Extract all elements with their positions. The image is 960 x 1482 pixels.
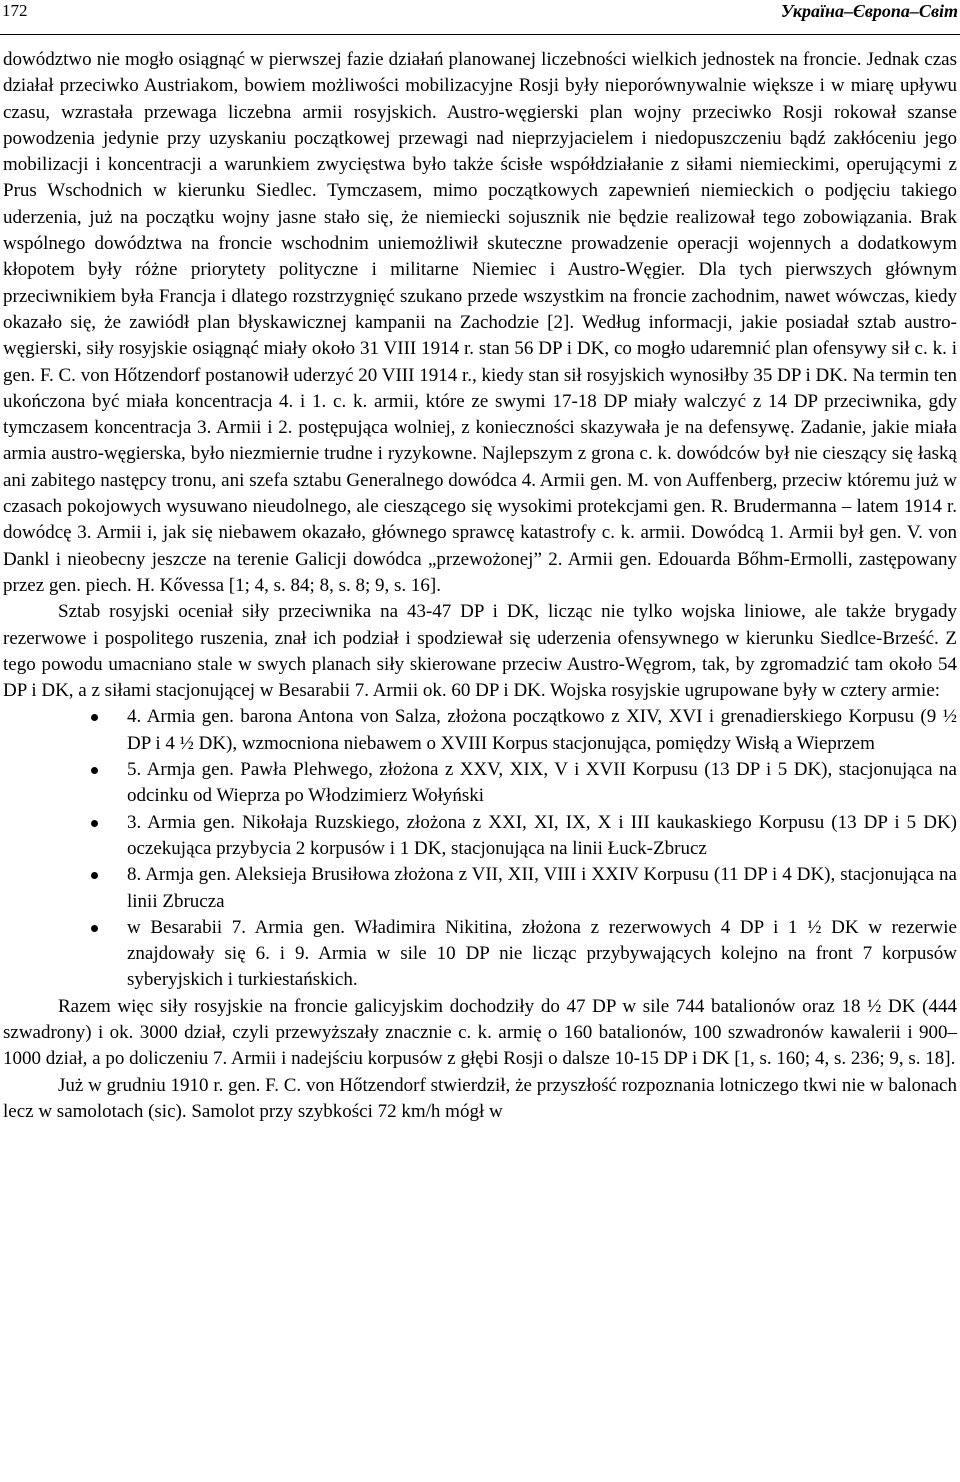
army-list bbox=[3, 704, 957, 993]
bullet-icon bbox=[91, 714, 98, 721]
bullet-icon bbox=[91, 820, 98, 827]
bullet-icon bbox=[91, 872, 98, 879]
list-item bbox=[127, 757, 957, 810]
bullet-icon bbox=[91, 767, 98, 774]
journal-title: Україна–Європа–Світ bbox=[780, 1, 958, 21]
article-body bbox=[3, 47, 957, 1125]
paragraph-4: Już w grudniu 1910 r. gen. F. C. von Hőtzendorf stwierdził, że przyszłość rozpoznania lotniczego tkwi nie w balonach lecz w samolotach (sic). Samolot przy szybkości 72 km/h mógł w bbox=[3, 1074, 957, 1122]
list-item bbox=[127, 862, 957, 915]
list-item bbox=[127, 915, 957, 994]
bullet-icon bbox=[91, 925, 98, 932]
paragraph-2: Sztab rosyjski oceniał siły przeciwnika na 43-47 DP i DK, licząc nie tylko wojska liniowe, ale także brygady rezerwowe i pospolitego ruszenia, znał ich podział i spodziewał się uderzenia ofensywnego w kierunku Siedlce-Brześć. Z tego powodu umacniano stale w swych planach siły skierowane przeciw Austro-Węgrom, tak, by zgromadzić tam około 54 DP i DK, a z siłami stacjonującej w Besarabii 7. Armii ok. 60 DP i DK. Wojska rosyjskie ugrupowane były w cztery armie: bbox=[3, 601, 957, 702]
list-item-text: 8. Armja gen. Aleksieja Brusiłowa złożona z VII, XII, VIII i XXIV Korpusu (11 DP i 4 DK), stacjonująca na linii Zbrucza bbox=[127, 864, 957, 912]
page-header bbox=[0, 0, 960, 35]
paragraph-1: dowództwo nie mogło osiągnąć w pierwszej fazie działań planowanej liczebności wielkich jednostek na froncie. Jednak czas działał przeciwko Austriakom, bowiem możliwości mobilizacyjne Rosji były nieporównywalnie większe i w miarę upływu czasu, wzrastała przewaga liczebna armii rosyjskich. Austro-węgierski plan wojny przeciwko Rosji rokował szanse powodzenia jedynie przy uzyskaniu początkowej przewagi nad nieprzyjacielem i niedopuszczeniu bądź zakłóceniu jego mobilizacji i koncentracji a warunkiem zwycięstwa było także ścisłe współdziałanie z siłami niemieckimi, operującymi z Prus Wschodnich w kierunku Siedlec. Tymczasem, mimo początkowych zapewnień niemieckich o podjęciu takiego uderzenia, już na początku wojny jasne stało się, że niemiecki sojusznik nie będzie realizował tego zobowiązania. Brak wspólnego dowództwa na froncie wschodnim uniemożliwił skuteczne prowadzenie operacji wojennych a dodatkowym kłopotem były różne priorytety polityczne i militarne Niemiec i Austro-Węgier. Dla tych pierwszych głównym przeciwnikiem była Francja i dlatego rozstrzygnięć szukano przede wszystkim na froncie zachodnim, nawet wówczas, kiedy okazało się, że zawiódł plan błyskawicznej kampanii na Zachodzie [2]. Według informacji, jakie posiadał sztab austro-węgierski, siły rosyjskie osiągnąć miały około 31 VIII 1914 r. stan 56 DP i DK, co mogło udaremnić plan ofensywy sił c. k. i gen. F. C. von Hőtzendorf postanowił uderzyć 20 VIII 1914 r., kiedy stan sił rosyjskich wynosiłby 35 DP i DK. Na termin ten ukończona być miała koncentracja 4. i 1. c. k. armii, które ze swymi 17-18 DP miały walczyć z 14 DP przeciwnika, gdy tymczasem koncentracja 3. Armii i 2. postępująca wolniej, z konieczności skazywała je na defensywę. Zadanie, jakie miała armia austro-węgierska, było niezmiernie trudne i ryzykowne. Najlepszym z grona c. k. dowódców był nie cieszący się łaską ani zabitego następcy tronu, ani szefa sztabu Generalnego dowódca 4. Armii gen. M. von Auffenberg, przeciw któremu już w czasach pokojowych wysuwano nieudolnego, ale cieszącego się wysokimi protekcjami gen. R. Brudermanna – latem 1914 r. dowódcę 3. Armii i, jak się niebawem okazało, głównego sprawcę katastrofy c. k. armii. Dowódcą 1. Armii był gen. V. von Dankl i nieobecny jeszcze na terenie Galicji dowódca „przewożonej” 2. Armii gen. Edouarda Bőhm-Ermolli, zastępowany przez gen. piech. H. Kővessa [1; 4, s. 84; 8, s. 8; 9, s. 16]. bbox=[3, 49, 957, 596]
list-item bbox=[127, 810, 957, 863]
list-item-text: 5. Armja gen. Pawła Plehwego, złożona z XXV, XIX, V i XVII Korpusu (13 DP i 5 DK), stacjonująca na odcinku od Wieprza po Włodzimierz Wołyński bbox=[127, 759, 957, 807]
list-item-text: 3. Armia gen. Nikołaja Ruzskiego, złożona z XXI, XI, IX, X i III kaukaskiego Korpusu (13 DP i 5 DK) oczekująca przybycia 2 korpusów i 1 DK, stacjonująca na linii Łuck-Zbrucz bbox=[127, 811, 957, 859]
list-item-text: 4. Armia gen. barona Antona von Salza, złożona początkowo z XIV, XVI i grenadierskiego Korpusu (9 ½ DP i 4 ½ DK), wzmocniona niebawem o XVIII Korpus stacjonująca, pomiędzy Wisłą a Wieprzem bbox=[127, 706, 957, 754]
list-item-text: w Besarabii 7. Armia gen. Władimira Nikitina, złożona z rezerwowych 4 DP i 1 ½ DK w rezerwie znajdowały się 6. i 9. Armia w sile 10 DP nie licząc przybywających kolejno na front 7 korpusów syberyjskich i turkiestańskich. bbox=[127, 916, 957, 991]
list-item bbox=[127, 704, 957, 757]
paragraph-3: Razem więc siły rosyjskie na froncie galicyjskim dochodziły do 47 DP w sile 744 batalionów oraz 18 ½ DK (444 szwadrony) i ok. 3000 dział, czyli przewyższały znacznie c. k. armię o 160 batalionów, 100 szwadronów kawalerii i 900–1000 dział, a po doliczeniu 7. Armii i nadejściu korpusów z głębi Rosji o dalsze 10-15 DP i DK [1, s. 160; 4, s. 236; 9, s. 18]. bbox=[3, 995, 957, 1070]
page-number: 172 bbox=[2, 1, 28, 20]
